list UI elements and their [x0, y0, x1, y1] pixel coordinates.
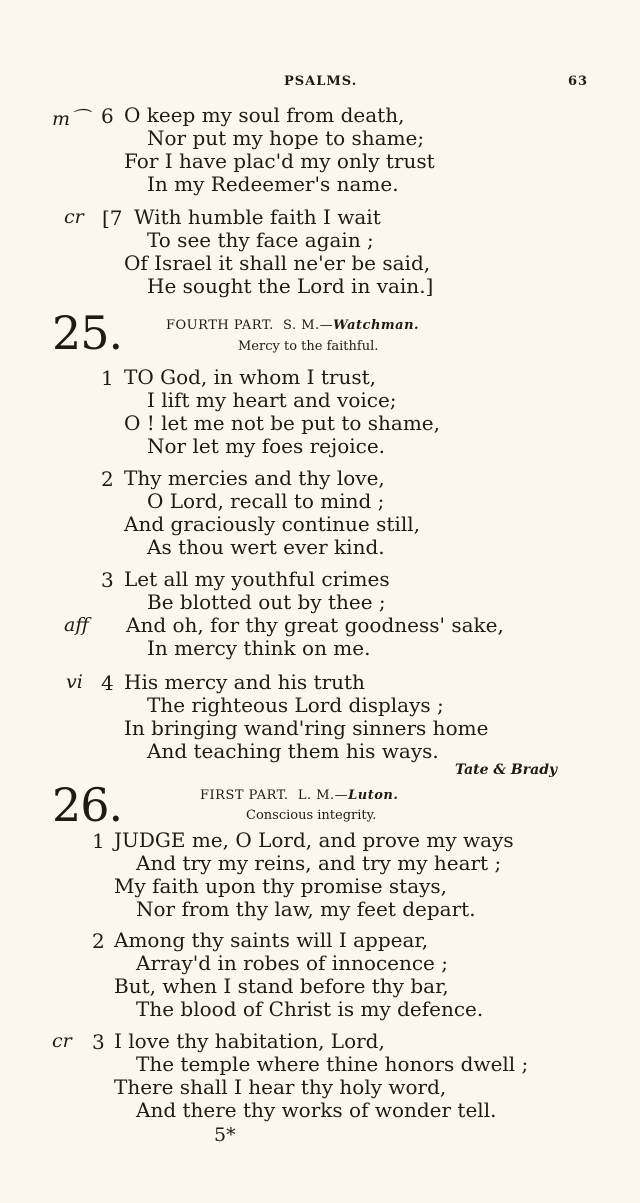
verse-line: O keep my soul from death, [124, 103, 405, 127]
verse-line: With humble faith I wait [134, 205, 381, 229]
verse-line: JUDGE me, O Lord, and prove my ways [114, 828, 514, 852]
verse-line: And there thy works of wonder tell. [136, 1098, 497, 1122]
verse-line: Let all my youthful crimes [124, 567, 390, 591]
verse-line: Nor from thy law, my feet depart. [136, 897, 476, 921]
attribution: Tate & Brady [455, 762, 558, 778]
psalm-subtitle: Conscious integrity. [246, 808, 377, 823]
psalm-tune: Luton. [348, 788, 399, 803]
verse-line: His mercy and his truth [124, 670, 365, 694]
verse-mark: cr [52, 1030, 72, 1052]
verse-line: Be blotted out by thee ; [147, 590, 386, 614]
verse-line: My faith upon thy promise stays, [114, 874, 448, 898]
psalm-heading [166, 318, 419, 333]
verse-line: In my Redeemer's name. [147, 172, 399, 196]
verse-line: In mercy think on me. [147, 636, 371, 660]
verse-line: And teaching them his ways. [147, 739, 439, 763]
verse-number: [7 [102, 206, 123, 230]
verse-line: And try my reins, and try my heart ; [136, 851, 502, 875]
verse-number: 6 [101, 104, 114, 128]
verse-line: He sought the Lord in vain.] [147, 274, 434, 298]
verse-line: Among thy saints will I appear, [114, 928, 429, 952]
verse-line: Array'd in robes of innocence ; [136, 951, 448, 975]
verse-number: 2 [92, 929, 105, 953]
verse-mark: cr [64, 206, 84, 228]
verse-line: Of Israel it shall ne'er be said, [124, 251, 431, 275]
verse-line: In bringing wand'ring sinners home [124, 716, 489, 740]
psalm-subtitle: Mercy to the faithful. [238, 339, 379, 354]
verse-line: For I have plac'd my only trust [124, 149, 435, 173]
verse-number: 1 [101, 366, 114, 390]
verse-line: Thy mercies and thy love, [124, 466, 385, 490]
verse-line: The temple where thine honors dwell ; [136, 1052, 529, 1076]
psalm-meter: L. M.— [297, 788, 349, 803]
verse-line: The righteous Lord displays ; [147, 693, 444, 717]
psalm-part: FOURTH PART. [166, 318, 274, 333]
verse-line: And graciously continue still, [124, 512, 420, 536]
verse-line: But, when I stand before thy bar, [114, 974, 449, 998]
verse-line: The blood of Christ is my defence. [136, 997, 484, 1021]
verse-number: 3 [101, 568, 114, 592]
verse-line: To see thy face again ; [147, 228, 374, 252]
signature-mark: 5* [214, 1124, 236, 1146]
page-number: 63 [568, 74, 589, 89]
psalm-part: FIRST PART. [200, 788, 289, 803]
verse-number: 2 [101, 467, 114, 491]
verse-mark: aff [64, 614, 89, 636]
psalm-heading [200, 788, 398, 803]
psalm-meter: S. M.— [283, 318, 334, 333]
verse-line: TO God, in whom I trust, [124, 365, 377, 389]
psalm-number: 26. [52, 778, 123, 832]
verse-number: 4 [101, 671, 114, 695]
verse-line: I lift my heart and voice; [147, 388, 397, 412]
verse-line: As thou wert ever kind. [147, 535, 385, 559]
verse-line: I love thy habitation, Lord, [114, 1029, 385, 1053]
psalm-number: 25. [52, 306, 123, 360]
verse-line: O Lord, recall to mind ; [147, 489, 385, 513]
psalm-tune: Watchman. [333, 318, 420, 333]
verse-line: And oh, for thy great goodness' sake, [126, 613, 504, 637]
verse-line: Nor let my foes rejoice. [147, 434, 386, 458]
verse-line: There shall I hear thy holy word, [114, 1075, 447, 1099]
verse-line: O ! let me not be put to shame, [124, 411, 440, 435]
verse-mark: m⌒ [52, 108, 90, 130]
running-head-title: PSALMS. [284, 74, 358, 89]
verse-mark: vi [66, 671, 83, 693]
verse-number: 1 [92, 829, 105, 853]
verse-line: Nor put my hope to shame; [147, 126, 425, 150]
verse-number: 3 [92, 1030, 105, 1054]
